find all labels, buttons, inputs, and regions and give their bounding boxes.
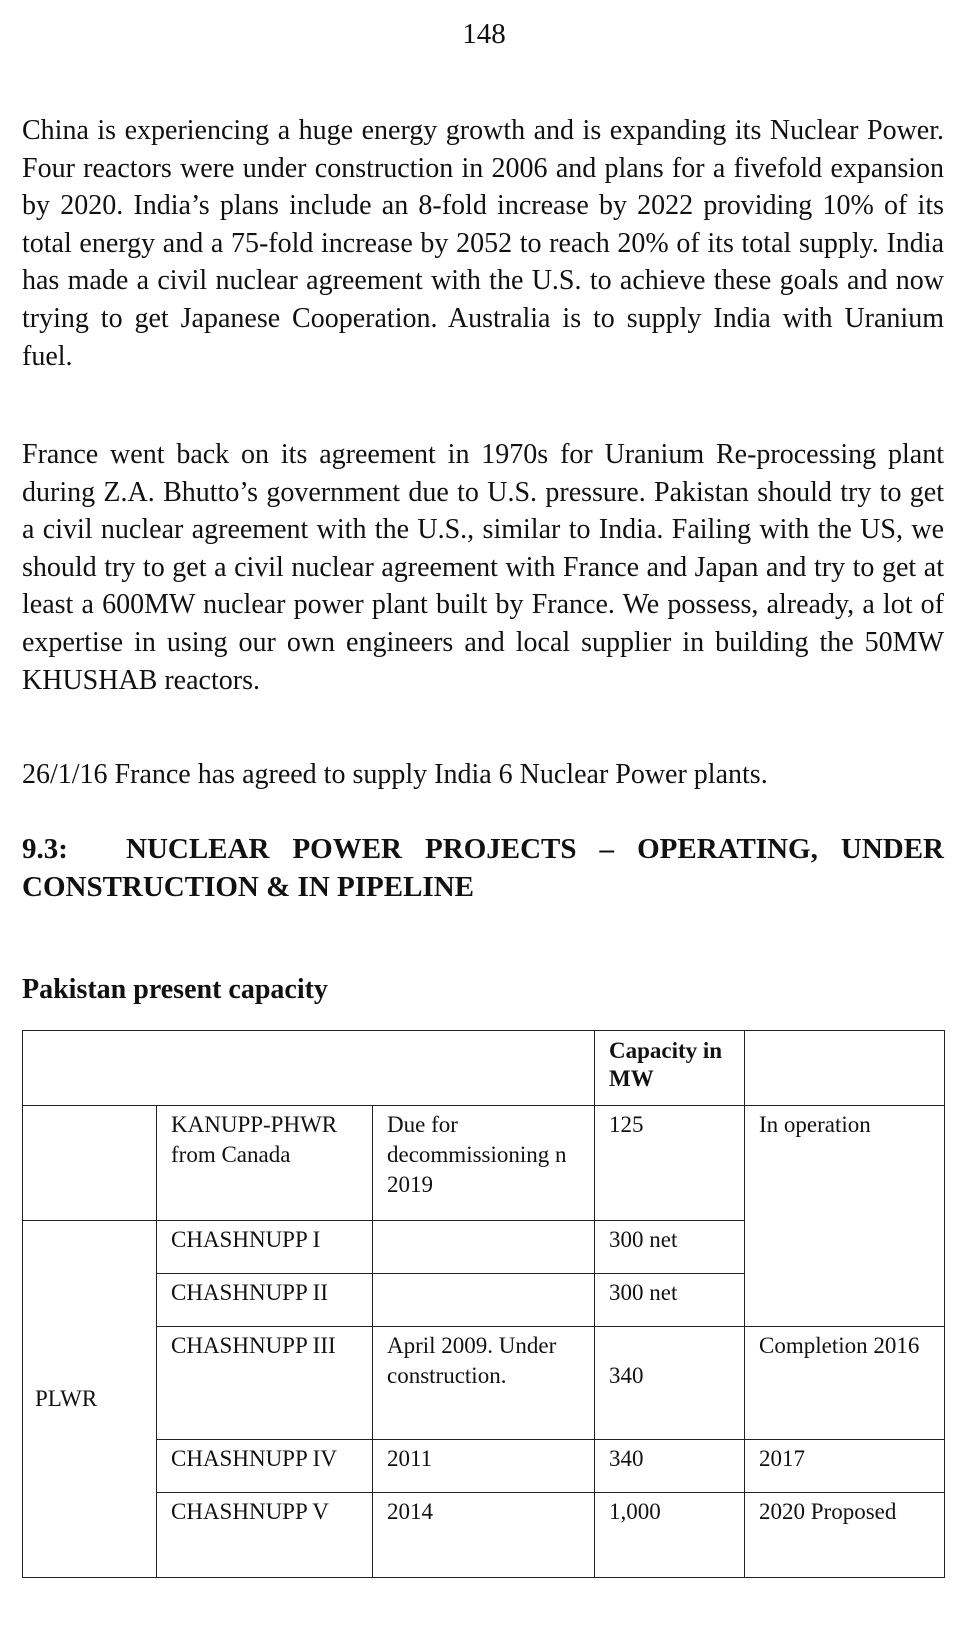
table-row [23,1493,945,1578]
plant-cell: KANUPP-PHWR from Canada [157,1106,373,1221]
status-cell: 2020 Proposed [745,1493,945,1578]
plant-cell: CHASHNUPP I [157,1221,373,1274]
reactor-type-cell: PLWR [23,1221,157,1578]
header-status-cell [745,1031,945,1106]
header-capacity: Capacity in MW [595,1031,745,1106]
paragraph-france-pakistan: France went back on its agreement in 1970s for Uranium Re-processing plant during Z.A. Bhutto’s government due to U.S. pressure. Pakistan should try to get a civil nuclear agreement with the U.S., similar to India. Failing with the US, we should try to get a civil nuclear agreement with France and Japan and try to get at least a 600MW nuclear power plant built by France. We possess, already, a lot of expertise in using our own engineers and local supplier in building the 50MW KHUSHAB reactors. [22,439,944,696]
note-cell [373,1274,595,1327]
table-row [23,1106,945,1221]
capacity-cell: 340 [595,1327,745,1440]
header-empty-cell [23,1031,595,1106]
capacity-cell: 340 [595,1440,745,1493]
note-cell [373,1221,595,1274]
capacity-cell: 300 net [595,1274,745,1327]
capacity-cell: 1,000 [595,1493,745,1578]
status-cell: In operation [745,1106,945,1327]
table-header-row [23,1031,945,1106]
table-row [23,1440,945,1493]
section-number: 9.3: [22,833,68,865]
section-title: NUCLEAR POWER PROJECTS – OPERATING, UNDER CONSTRUCTION & IN PIPELINE [22,833,944,903]
page-number: 148 [462,18,506,50]
status-cell: 2017 [745,1440,945,1493]
note-cell: Due for decommissioning n 2019 [373,1106,595,1221]
table-row [23,1327,945,1440]
capacity-table [22,1030,945,1578]
plant-cell: CHASHNUPP III [157,1327,373,1440]
section-heading [22,830,944,906]
note-cell: 2011 [373,1440,595,1493]
status-cell: Completion 2016 [745,1327,945,1440]
paragraph-china-india: China is experiencing a huge energy growth and is expanding its Nuclear Power. Four reactors were under construction in 2006 and plans for a fivefold expansion by 2020. India’s plans include an 8-fold increase by 2022 providing 10% of its total energy and a 75-fold increase by 2052 to reach 20% of its total supply. India has made a civil nuclear agreement with the U.S. to achieve these goals and now trying to get Japanese Cooperation. Australia is to supply India with Uranium fuel. [22,115,944,372]
plant-cell: CHASHNUPP II [157,1274,373,1327]
table-title: Pakistan present capacity [22,974,328,1005]
type-cell-empty [23,1106,157,1221]
plant-cell: CHASHNUPP V [157,1493,373,1578]
capacity-cell: 125 [595,1106,745,1221]
plant-cell: CHASHNUPP IV [157,1440,373,1493]
capacity-cell: 300 net [595,1221,745,1274]
note-cell: 2014 [373,1493,595,1578]
paragraph-france-india-agreement: 26/1/16 France has agreed to supply India 6 Nuclear Power plants. [22,759,768,790]
note-cell: April 2009. Under construction. [373,1327,595,1440]
